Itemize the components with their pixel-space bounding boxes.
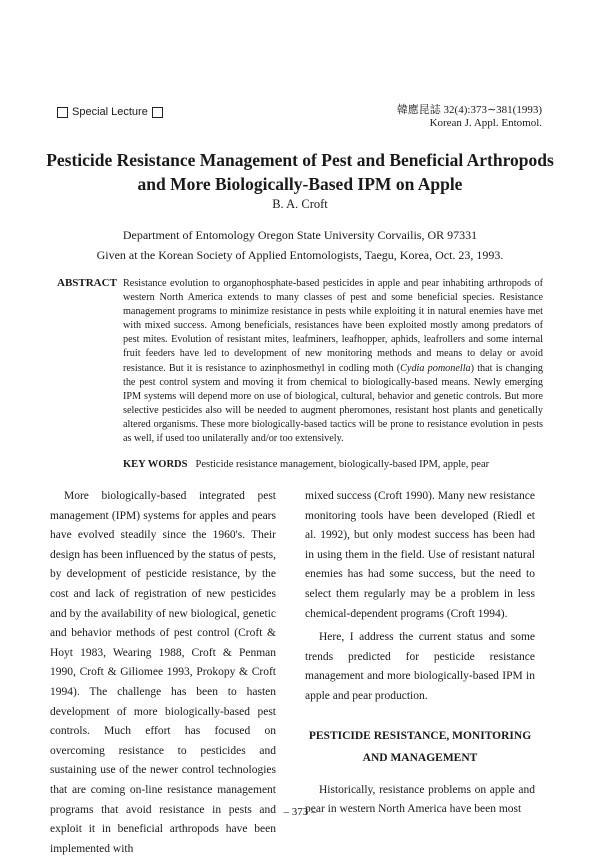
- title-line-1: Pesticide Resistance Management of Pest and Beneficial Arthropods: [46, 150, 554, 170]
- keywords: [123, 459, 489, 470]
- abstract-text: Resistance evolution to organophosphate-based pesticides in apple and pear inhabiting arthropods of western North America extends to many classes of pest and some beneficial species. Resistance management programs to minimize resistance in pests while exploiting it in natural enemies have met with mixed success. Among beneficials, resistances have been exploited mostly among predators of pest mites. Evolution of resistant mites, leafminers, leafhopper, aphids, leafrollers and some internal fruit feeders have led to development of new monitoring methods and means to delay or avoid resistance. But it is resistance to azinphosmethyl in codling moth (Cydia pomonella) that is changing the pest control system and moving it from chemical to biologically-based means. Newly emerging IPM systems will depend more on use of biological, cultural, behavior and genetic controls. But more selective pesticides also will be needed to augment pheromones, resistant host plants and genetically altered organisms. These more biologically-based tactics will be prone to resistance evolution in pests as well, if used too unilaterally and/or too extensively.: [123, 278, 544, 445]
- affiliation-block: [0, 225, 600, 265]
- page-number: – 373 –: [283, 806, 317, 818]
- section-heading-line-1: PESTICIDE RESISTANCE, MONITORING: [308, 729, 532, 742]
- section-heading: [305, 725, 535, 769]
- right-paragraph-3: Historically, resistance problems on apple and pear in western North America have been most: [305, 783, 535, 816]
- right-paragraph-1: mixed success (Croft 1990). Many new resistance monitoring tools have been developed (Riedl et al. 1992), but only modest success has been had in using them in the field. Use of resistant natural enemies has had some success, but the need to select them regularly may be a problem in less chemical-dependent programs (Croft 1994).: [305, 490, 535, 620]
- affiliation: Department of Entomology Oregon State University Corvailis, OR 97331: [122, 228, 478, 242]
- journal-line-2: Korean J. Appl. Entomol.: [429, 117, 542, 129]
- journal-citation: [397, 104, 542, 130]
- left-paragraph: More biologically-based integrated pest management (IPM) systems for apples and pears have evolved steadily since the 1960's. Their design has been influenced by the status of pests, by development of pesticide resistance, by the cost and lack of registration of new pesticides and by the availability of new biological, genetic and behavior methods of pest control (Croft & Hoyt 1983, Wearing 1988, Croft & Penman 1990, Croft & Giliomee 1993, Prokopy & Croft 1994). The challenge has been to hasten development of more biologically-based pest controls. Much effort has focused on overcoming resistance to pesticides and sustaining use of the newer control technologies that are coming on-line resistance management programs that avoid resistance in pests and exploit it in beneficial arthropods have been implemented with: [50, 490, 276, 855]
- left-column: [50, 487, 276, 859]
- author: B. A. Croft: [272, 197, 328, 211]
- checkbox-right-icon: [152, 107, 163, 118]
- keywords-label: KEY WORDS: [123, 459, 188, 470]
- journal-line-1: 韓應昆誌 32(4):373∼381(1993): [396, 104, 542, 116]
- special-lecture-label: Special Lecture: [72, 106, 148, 118]
- paper-title: [40, 148, 560, 196]
- given-at: Given at the Korean Society of Applied Entomologists, Taegu, Korea, Oct. 23, 1993.: [96, 248, 504, 262]
- keywords-text: Pesticide resistance management, biologically-based IPM, apple, pear: [195, 459, 490, 470]
- right-column: [305, 487, 535, 820]
- section-heading-line-2: AND MANAGEMENT: [362, 751, 478, 764]
- section-label: [57, 106, 163, 118]
- right-paragraph-2: Here, I address the current status and some trends predicted for pesticide resistance management and more biologically-based IPM in apple and pear production.: [305, 631, 535, 702]
- title-line-2: and More Biologically-Based IPM on Apple: [137, 174, 463, 194]
- abstract-label: ABSTRACT: [57, 277, 117, 289]
- checkbox-left-icon: [57, 107, 68, 118]
